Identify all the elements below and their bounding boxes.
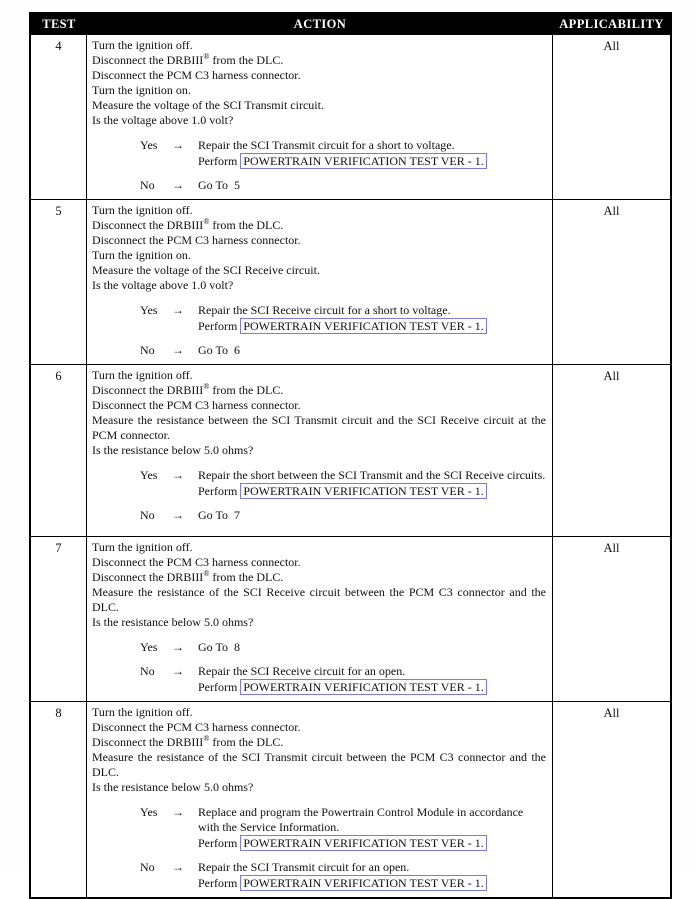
action-step: Measure the voltage of the SCI Receive circuit.	[92, 263, 320, 277]
result-line: Repair the SCI Receive circuit for a short to voltage.	[198, 303, 451, 317]
applicability-cell: All	[603, 39, 620, 53]
result-line: Repair the short between the SCI Transmit and the SCI Receive circuits.	[198, 468, 546, 482]
applicability-cell: All	[603, 541, 620, 555]
action-step: Disconnect the PCM C3 harness connector.	[92, 720, 301, 734]
table-header-row	[31, 14, 670, 35]
result-text	[198, 178, 546, 193]
result-answer: No	[140, 178, 155, 192]
result-branch	[140, 860, 546, 891]
result-line: Perform POWERTRAIN VERIFICATION TEST VER - 1.	[198, 835, 546, 851]
result-line: Perform POWERTRAIN VERIFICATION TEST VER - 1.	[198, 679, 546, 695]
action-cell	[87, 200, 553, 364]
action-step: Is the voltage above 1.0 volt?	[92, 278, 234, 292]
action-cell	[87, 365, 553, 536]
powertrain-verification-test-link[interactable]: POWERTRAIN VERIFICATION TEST VER - 1.	[240, 835, 486, 851]
registered-trademark-symbol: ®	[203, 569, 210, 578]
applicability-cell: All	[603, 369, 620, 383]
result-line: Repair the SCI Transmit circuit for an open.	[198, 860, 410, 874]
test-number-cell: 7	[31, 537, 87, 701]
arrow-icon: →	[172, 343, 184, 357]
result-line: Go To 8	[198, 640, 240, 654]
result-line: Perform POWERTRAIN VERIFICATION TEST VER - 1.	[198, 318, 546, 334]
result-answer: No	[140, 343, 155, 357]
action-step: Disconnect the DRBIII® from the DLC.	[92, 382, 284, 397]
action-steps	[92, 38, 546, 128]
result-text	[198, 508, 546, 523]
result-line: Go To 7	[198, 508, 240, 522]
table-row	[31, 364, 670, 536]
arrow-icon: →	[172, 178, 184, 192]
arrow-icon: →	[172, 860, 184, 874]
result-answer: Yes	[140, 805, 158, 819]
result-answer: Yes	[140, 138, 158, 152]
test-number-cell: 4	[31, 35, 87, 199]
action-step: Disconnect the PCM C3 harness connector.	[92, 555, 301, 569]
arrow-icon: →	[172, 303, 184, 317]
powertrain-verification-test-link[interactable]: POWERTRAIN VERIFICATION TEST VER - 1.	[240, 153, 486, 169]
result-branch	[140, 178, 546, 193]
result-text	[198, 468, 546, 499]
result-answer: No	[140, 508, 155, 522]
result-branch	[140, 138, 546, 169]
result-line: Go To 5	[198, 178, 240, 192]
action-steps	[92, 203, 546, 293]
powertrain-verification-test-link[interactable]: POWERTRAIN VERIFICATION TEST VER - 1.	[240, 875, 486, 891]
arrow-icon: →	[172, 138, 184, 152]
result-line: Go To 6	[198, 343, 240, 357]
action-step: Is the voltage above 1.0 volt?	[92, 113, 234, 127]
result-line: Perform POWERTRAIN VERIFICATION TEST VER - 1.	[198, 875, 546, 891]
registered-trademark-symbol: ®	[203, 382, 210, 391]
result-line: Perform POWERTRAIN VERIFICATION TEST VER - 1.	[198, 483, 546, 499]
arrow-icon: →	[172, 805, 184, 819]
arrow-icon: →	[172, 640, 184, 654]
column-header-test: TEST	[42, 17, 76, 31]
action-step: Turn the ignition off.	[92, 203, 193, 217]
registered-trademark-symbol: ®	[203, 52, 210, 61]
action-cell	[87, 35, 553, 199]
registered-trademark-symbol: ®	[203, 217, 210, 226]
table-row	[31, 35, 670, 199]
result-line: Repair the SCI Transmit circuit for a short to voltage.	[198, 138, 455, 152]
result-answer: Yes	[140, 303, 158, 317]
action-step: Disconnect the PCM C3 harness connector.	[92, 398, 301, 412]
powertrain-verification-test-link[interactable]: POWERTRAIN VERIFICATION TEST VER - 1.	[240, 318, 486, 334]
applicability-cell: All	[603, 204, 620, 218]
result-text	[198, 303, 546, 334]
result-answer: No	[140, 664, 155, 678]
table-row	[31, 199, 670, 364]
action-step: Turn the ignition on.	[92, 248, 191, 262]
result-branch	[140, 343, 546, 358]
action-step: Measure the resistance of the SCI Transmit circuit between the PCM C3 connector and the DLC.	[92, 750, 546, 779]
action-step: Disconnect the PCM C3 harness connector.	[92, 233, 301, 247]
test-number-cell: 8	[31, 702, 87, 897]
result-line: Perform POWERTRAIN VERIFICATION TEST VER - 1.	[198, 153, 546, 169]
action-step: Disconnect the DRBIII® from the DLC.	[92, 569, 284, 584]
arrow-icon: →	[172, 508, 184, 522]
action-steps	[92, 368, 546, 458]
action-step: Disconnect the DRBIII® from the DLC.	[92, 52, 284, 67]
result-answer: No	[140, 860, 155, 874]
action-step: Turn the ignition off.	[92, 38, 193, 52]
diagnostic-test-table	[29, 12, 672, 899]
action-step: Turn the ignition off.	[92, 540, 193, 554]
result-branch	[140, 805, 546, 851]
result-text	[198, 640, 546, 655]
action-step: Disconnect the DRBIII® from the DLC.	[92, 217, 284, 232]
action-cell	[87, 702, 553, 897]
result-answer: Yes	[140, 468, 158, 482]
result-branch	[140, 664, 546, 695]
action-step: Measure the voltage of the SCI Transmit circuit.	[92, 98, 324, 112]
result-text	[198, 805, 546, 851]
powertrain-verification-test-link[interactable]: POWERTRAIN VERIFICATION TEST VER - 1.	[240, 483, 486, 499]
action-step: Is the resistance below 5.0 ohms?	[92, 443, 254, 457]
result-text	[198, 860, 546, 891]
action-step: Is the resistance below 5.0 ohms?	[92, 780, 254, 794]
action-step: Measure the resistance between the SCI Transmit circuit and the SCI Receive circuit at the PCM connector.	[92, 413, 546, 442]
action-step: Is the resistance below 5.0 ohms?	[92, 615, 254, 629]
action-steps	[92, 705, 546, 795]
action-step: Turn the ignition off.	[92, 705, 193, 719]
column-header-applicability: APPLICABILITY	[559, 17, 664, 31]
result-answer: Yes	[140, 640, 158, 654]
arrow-icon: →	[172, 468, 184, 482]
action-step: Measure the resistance of the SCI Receive circuit between the PCM C3 connector and the DLC.	[92, 585, 546, 614]
result-text	[198, 343, 546, 358]
arrow-icon: →	[172, 664, 184, 678]
result-branch	[140, 640, 546, 655]
test-number-cell: 5	[31, 200, 87, 364]
action-steps	[92, 540, 546, 630]
result-branch	[140, 303, 546, 334]
action-cell	[87, 537, 553, 701]
action-step: Turn the ignition off.	[92, 368, 193, 382]
result-branch	[140, 468, 546, 499]
table-row	[31, 536, 670, 701]
powertrain-verification-test-link[interactable]: POWERTRAIN VERIFICATION TEST VER - 1.	[240, 679, 486, 695]
test-number-cell: 6	[31, 365, 87, 536]
result-branch	[140, 508, 546, 523]
result-line: Repair the SCI Receive circuit for an open.	[198, 664, 406, 678]
registered-trademark-symbol: ®	[203, 734, 210, 743]
action-step: Disconnect the PCM C3 harness connector.	[92, 68, 301, 82]
table-row	[31, 701, 670, 897]
result-line: Replace and program the Powertrain Control Module in accordance with the Service Information.	[198, 805, 527, 834]
result-text	[198, 138, 546, 169]
result-text	[198, 664, 546, 695]
action-step: Turn the ignition on.	[92, 83, 191, 97]
action-step: Disconnect the DRBIII® from the DLC.	[92, 734, 284, 749]
applicability-cell: All	[603, 706, 620, 720]
table-body	[31, 35, 670, 897]
column-header-action: ACTION	[293, 17, 347, 31]
